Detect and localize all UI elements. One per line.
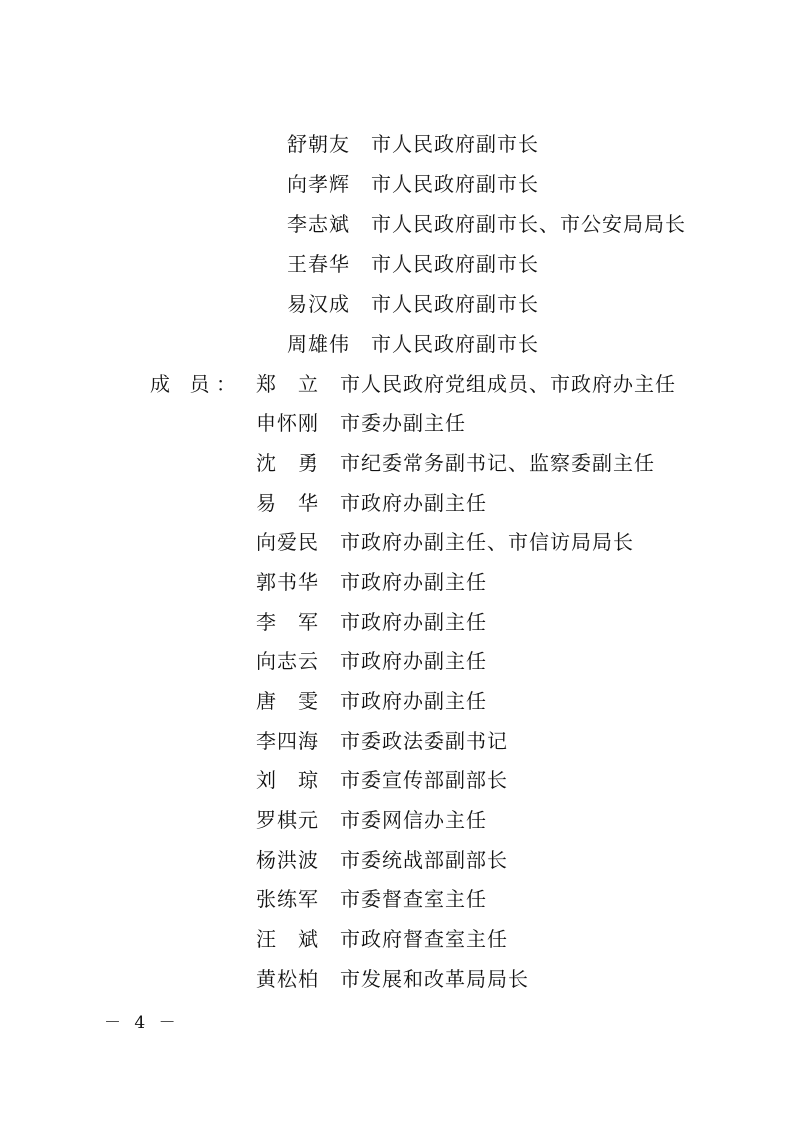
member-name: 李四海 xyxy=(256,729,318,753)
member-title: 市委督查室主任 xyxy=(340,887,487,911)
leader-title: 市人民政府副市长 xyxy=(371,332,539,356)
leader-title: 市人民政府副市长 xyxy=(371,172,539,196)
member-name: 黄松柏 xyxy=(256,967,318,991)
leader-title: 市人民政府副市长 xyxy=(371,132,539,156)
member-name: 张练军 xyxy=(256,887,318,911)
leader-name: 向孝辉 xyxy=(287,172,349,196)
member-name: 唐 雯 xyxy=(256,689,318,713)
member-title: 市政府督查室主任 xyxy=(340,927,508,951)
member-title: 市政府办副主任 xyxy=(340,649,487,673)
member-title: 市委宣传部副部长 xyxy=(340,768,508,792)
member-title: 市政府办副主任 xyxy=(340,610,487,634)
member-title: 市政府办副主任 xyxy=(340,570,487,594)
leader-title: 市人民政府副市长 xyxy=(371,292,539,316)
member-title: 市政府办副主任 xyxy=(340,491,487,515)
member-name: 申怀刚 xyxy=(256,411,318,435)
member-name: 汪 斌 xyxy=(256,927,318,951)
member-name: 罗棋元 xyxy=(256,808,318,832)
member-title: 市政府办副主任 xyxy=(340,689,487,713)
page-number: － 4 － xyxy=(104,1013,180,1033)
leader-title: 市人民政府副市长 xyxy=(371,252,539,276)
member-name: 易 华 xyxy=(256,491,318,515)
member-name: 向爱民 xyxy=(256,530,318,554)
member-name: 郑 立 xyxy=(256,372,318,396)
leader-name: 李志斌 xyxy=(287,212,349,236)
member-name: 刘 琼 xyxy=(256,768,318,792)
member-name: 沈 勇 xyxy=(256,451,318,475)
leader-name: 王春华 xyxy=(287,252,349,276)
member-title: 市委网信办主任 xyxy=(340,808,487,832)
member-title: 市人民政府党组成员、市政府办主任 xyxy=(340,372,676,396)
member-title: 市纪委常务副书记、监察委副主任 xyxy=(340,451,655,475)
leader-name: 易汉成 xyxy=(287,292,349,316)
member-name: 杨洪波 xyxy=(256,848,318,872)
leader-title: 市人民政府副市长、市公安局局长 xyxy=(371,212,686,236)
member-title: 市发展和改革局局长 xyxy=(340,967,529,991)
member-title: 市政府办副主任、市信访局局长 xyxy=(340,530,634,554)
leader-name: 舒朝友 xyxy=(287,132,349,156)
leader-name: 周雄伟 xyxy=(287,332,349,356)
member-name: 李 军 xyxy=(256,610,318,634)
member-title: 市委政法委副书记 xyxy=(340,729,508,753)
member-title: 市委办副主任 xyxy=(340,411,466,435)
member-title: 市委统战部副部长 xyxy=(340,848,508,872)
member-name: 郭书华 xyxy=(256,570,318,594)
members-label: 成 员： xyxy=(150,372,236,396)
member-name: 向志云 xyxy=(256,649,318,673)
